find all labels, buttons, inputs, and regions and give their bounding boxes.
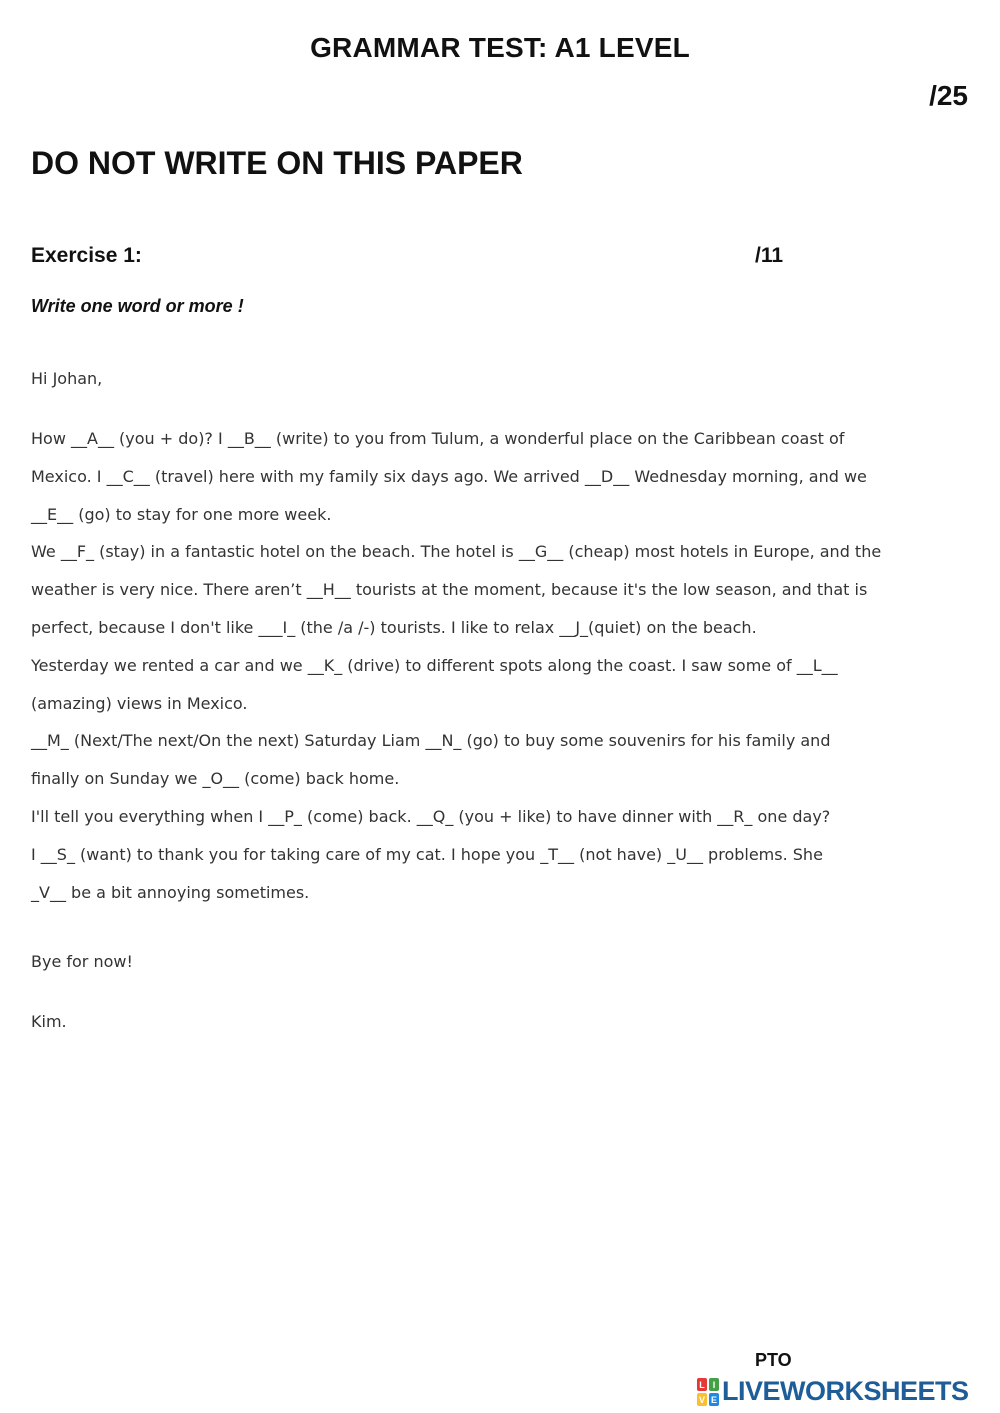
page-title: GRAMMAR TEST: A1 LEVEL xyxy=(310,32,690,63)
letter-line: (amazing) views in Mexico. xyxy=(31,693,248,713)
svg-text:L: L xyxy=(699,1379,705,1390)
svg-text:I: I xyxy=(712,1379,716,1390)
exercise-score: /11 xyxy=(755,244,784,267)
exercise-title: Exercise 1: xyxy=(31,244,142,267)
letter-line: How __A__ (you + do)? I __B__ (write) to you from Tulum, a wonderful place on the Caribbean coast of xyxy=(31,429,845,448)
letter-greeting: Hi Johan, xyxy=(31,369,103,388)
letter-line: We __F_ (stay) in a fantastic hotel on the beach. The hotel is __G__ (cheap) most hotels in Europe, and the xyxy=(31,542,882,562)
liveworksheets-logo[interactable] xyxy=(697,1376,969,1407)
letter-body xyxy=(31,429,881,920)
letter-line: perfect, because I don't like ___I_ (the /a /-) tourists. I like to relax __J_(quiet) on the beach. xyxy=(31,617,757,637)
svg-text:V: V xyxy=(698,1394,706,1405)
letter-line: Mexico. I __C__ (travel) here with my family six days ago. We arrived __D__ Wednesday morning, and we xyxy=(31,466,867,486)
letter-line: _V__ be a bit annoying sometimes. xyxy=(31,882,310,902)
letter-line: __E__ (go) to stay for one more week. xyxy=(31,504,332,524)
total-score: /25 xyxy=(929,80,968,111)
pto-label: PTO xyxy=(755,1350,792,1370)
letter-line: Yesterday we rented a car and we __K_ (drive) to different spots along the coast. I saw some of __L__ xyxy=(31,655,838,675)
letter-line: I __S_ (want) to thank you for taking care of my cat. I hope you _T__ (not have) _U__ problems. She xyxy=(31,844,823,864)
letter-closing: Bye for now! xyxy=(31,952,133,971)
svg-text:E: E xyxy=(710,1394,718,1405)
warning-heading: DO NOT WRITE ON THIS PAPER xyxy=(31,145,523,181)
exercise-instruction: Write one word or more ! xyxy=(31,296,244,316)
letter-line: finally on Sunday we _O__ (come) back home. xyxy=(31,769,400,789)
letter-line: __M_ (Next/The next/On the next) Saturday Liam __N_ (go) to buy some souvenirs for his family and xyxy=(31,731,831,751)
liveworksheets-brand-text: LIVEWORKSHEETS xyxy=(722,1376,969,1406)
letter-line: weather is very nice. There aren’t __H__ tourists at the moment, because it's the low season, and that is xyxy=(31,580,868,600)
letter-line: I'll tell you everything when I __P_ (come) back. __Q_ (you + like) to have dinner with __R_ one day? xyxy=(31,806,831,826)
letter-signature: Kim. xyxy=(31,1012,67,1031)
liveworksheets-logo-icon xyxy=(697,1378,719,1406)
